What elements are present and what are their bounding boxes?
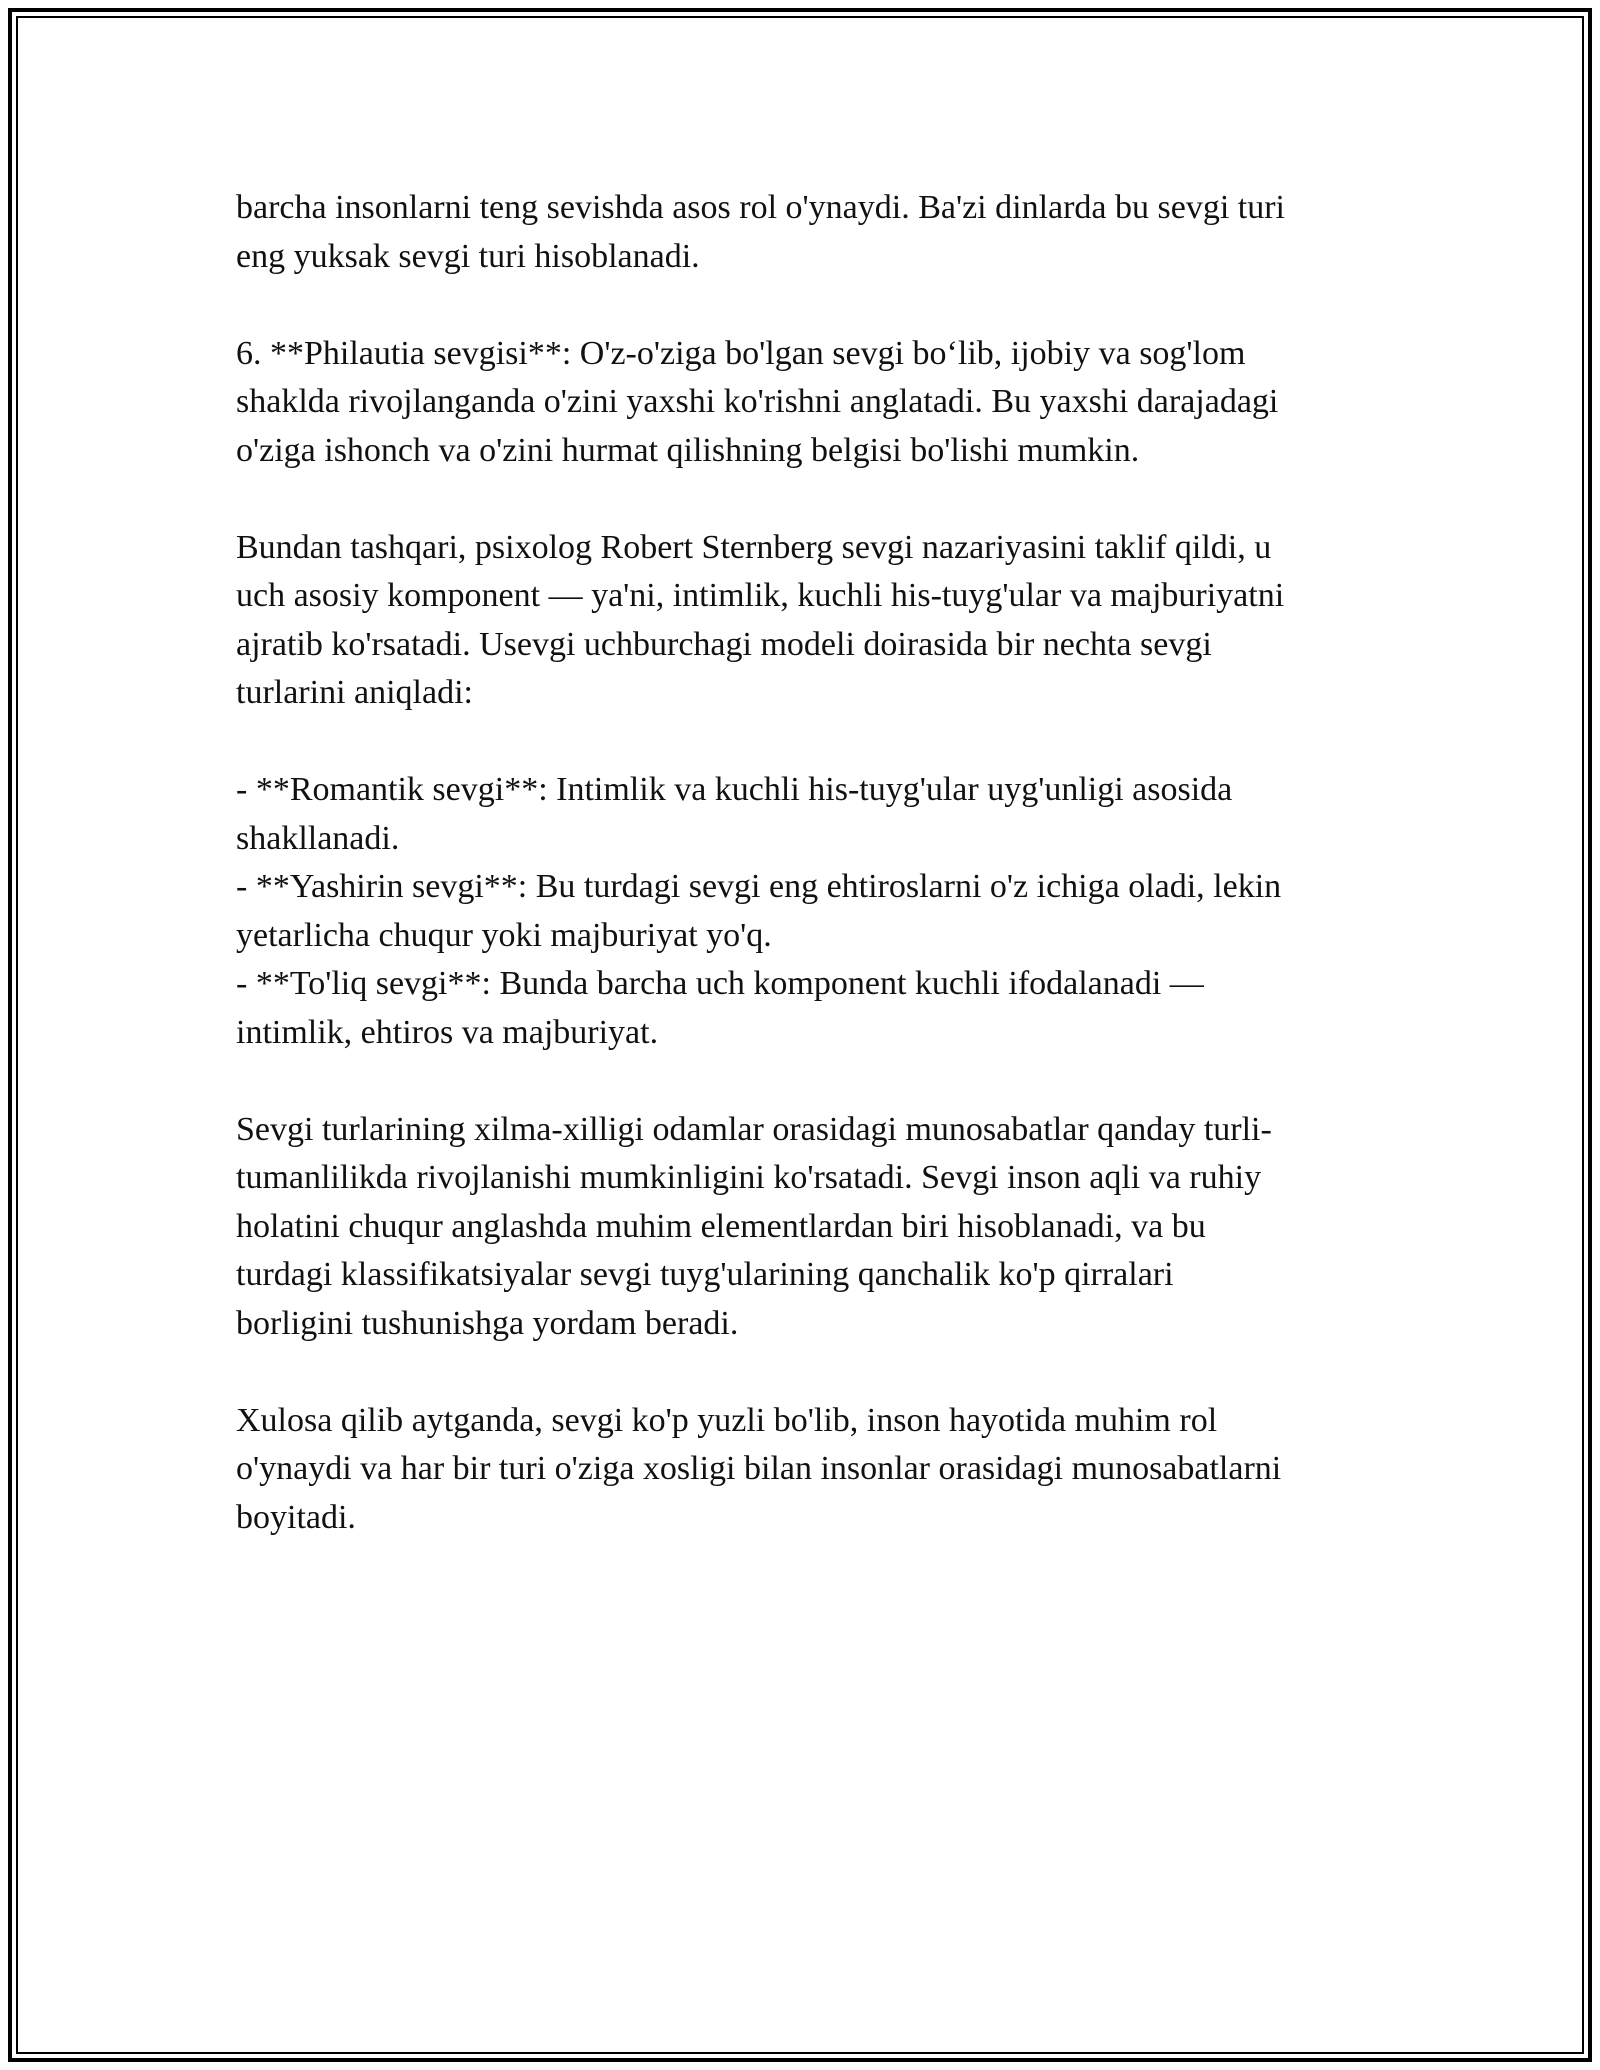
text-line: Bundan tashqari, psixolog Robert Sternberg sevgi nazariyasini taklif qildi, u <box>236 528 1272 566</box>
list-item-toliq <box>236 960 1386 1057</box>
text-line: boyitadi. <box>236 1498 356 1536</box>
paragraph-diversity <box>236 1106 1386 1349</box>
text-line: o'ynaydi va har bir turi o'ziga xosligi bilan insonlar orasidagi munosabatlarni <box>236 1450 1282 1487</box>
text-line: Xulosa qilib aytganda, sevgi ko'p yuzli bo'lib, inson hayotida muhim rol <box>236 1401 1218 1439</box>
text-line: - **Yashirin sevgi**: Bu turdagi sevgi eng ehtiroslarni o'z ichiga oladi, lekin <box>236 868 1282 905</box>
text-line: - **Romantik sevgi**: Intimlik va kuchli his-tuyg'ular uyg'unligi asosida <box>236 771 1233 808</box>
text-line: borligini tushunishga yordam beradi. <box>236 1304 739 1342</box>
text-line: o'ziga ishonch va o'zini hurmat qilishning belgisi bo'lishi mumkin. <box>236 431 1140 469</box>
paragraph-sternberg <box>236 524 1386 718</box>
text-line: yetarlicha chuqur yoki majburiyat yo'q. <box>236 916 772 954</box>
paragraph-agape-continuation <box>236 184 1386 281</box>
text-line: - **To'liq sevgi**: Bunda barcha uch komponent kuchli ifodalanadi — <box>236 965 1204 1002</box>
document-body <box>236 184 1386 1591</box>
list-item-romantik <box>236 766 1386 863</box>
text-line: shakllanadi. <box>236 819 400 857</box>
text-line: turdagi klassifikatsiyalar sevgi tuyg'ularining qanchalik ko'p qirralari <box>236 1256 1174 1293</box>
text-line: holatini chuqur anglashda muhim elementlardan biri hisoblanadi, va bu <box>236 1207 1206 1245</box>
text-line: turlarini aniqladi: <box>236 674 473 711</box>
text-line: barcha insonlarni teng sevishda asos rol o'ynaydi. Ba'zi dinlarda bu sevgi turi <box>236 189 1286 226</box>
text-line: uch asosiy komponent — ya'ni, intimlik, kuchli his-tuyg'ular va majburiyatni <box>236 577 1285 614</box>
text-line: ajratib ko'rsatadi. Usevgi uchburchagi modeli doirasida bir nechta sevgi <box>236 625 1212 663</box>
paragraph-conclusion <box>236 1397 1386 1543</box>
text-line: 6. **Philautia sevgisi**: O'z-o'ziga bo'lgan sevgi bo‘lib, ijobiy va sog'lom <box>236 334 1246 372</box>
text-line: intimlik, ehtiros va majburiyat. <box>236 1013 659 1051</box>
text-line: eng yuksak sevgi turi hisoblanadi. <box>236 237 700 275</box>
text-line: Sevgi turlarining xilma-xilligi odamlar orasidagi munosabatlar qanday turli- <box>236 1110 1272 1148</box>
text-line: tumanlilikda rivojlanishi mumkinligini ko'rsatadi. Sevgi inson aqli va ruhiy <box>236 1159 1262 1196</box>
paragraph-philautia <box>236 330 1386 476</box>
text-line: shaklda rivojlanganda o'zini yaxshi ko'rishni anglatadi. Bu yaxshi darajadagi <box>236 383 1279 420</box>
list-item-yashirin <box>236 863 1386 960</box>
